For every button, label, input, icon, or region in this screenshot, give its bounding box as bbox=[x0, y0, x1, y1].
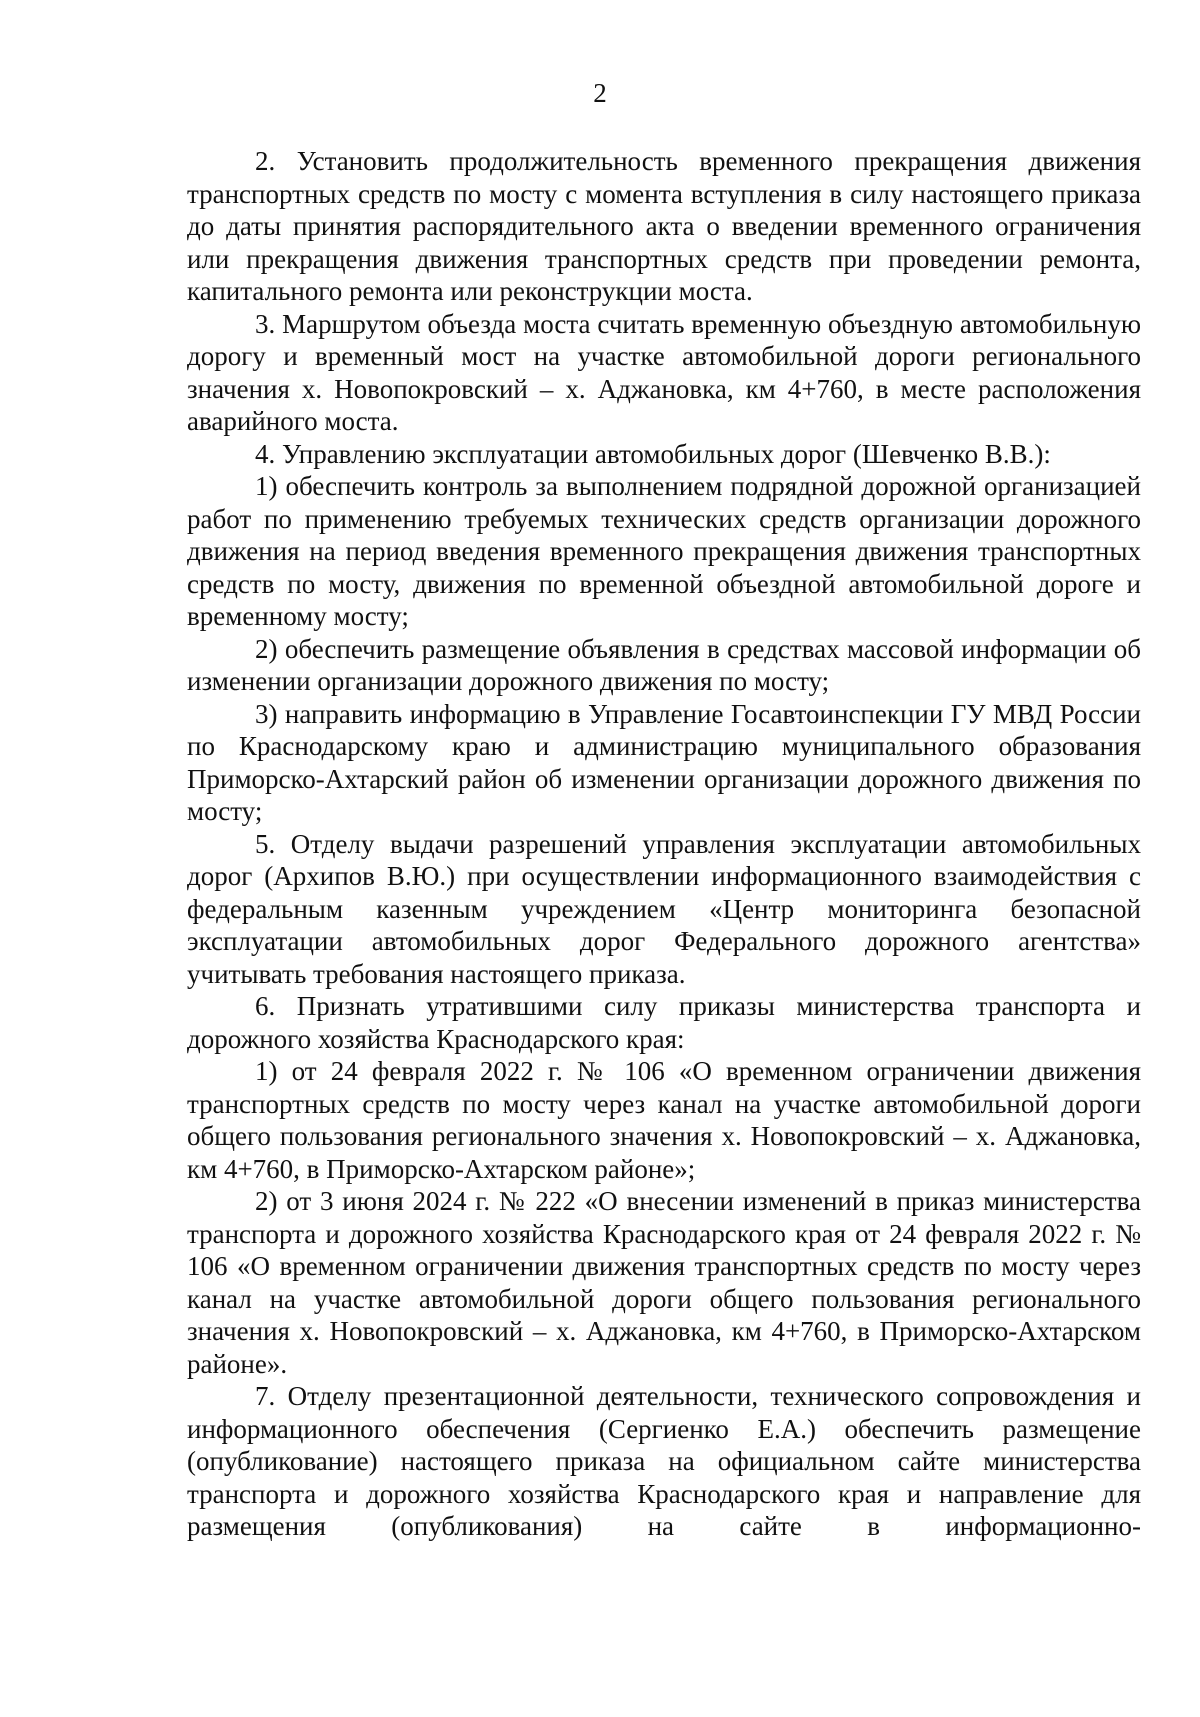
document-body bbox=[187, 145, 1141, 1543]
paragraph-5-permits-department: 5. Отделу выдачи разрешений управления эксплуатации автомобильных дорог (Архипов В.Ю.) при осуществлении информационного взаимодействия с федеральным казенным учреждением «Центр мониторинга безопасной эксплуатации автомобильных дорог Федерального дорожного агентства» учитывать требования настоящего приказа. bbox=[187, 828, 1141, 989]
page-number: 2 bbox=[593, 78, 607, 108]
paragraph-4-item-3: 3) направить информацию в Управление Госавтоинспекции ГУ МВД России по Краснодарскому краю и администрацию муниципального образования Приморско-Ахтарский район об изменении организации дорожного движения по мосту; bbox=[187, 698, 1141, 826]
paragraph-3-detour-route: 3. Маршрутом объезда моста считать временную объездную автомобильную дорогу и временный мост на участке автомобильной дороги регионального значения х. Новопокровский – х. Аджановка, км 4+760, в месте расположения аварийного моста. bbox=[187, 308, 1141, 436]
paragraph-2-duration: 2. Установить продолжительность временного прекращения движения транспортных средств по мосту с момента вступления в силу настоящего приказа до даты принятия распорядительного акта о введении временного ограничения или прекращения движения транспортных средств при проведении ремонта, капитального ремонта или реконструкции моста. bbox=[187, 146, 1141, 306]
paragraph-4-item-1: 1) обеспечить контроль за выполнением подрядной дорожной организацией работ по применению требуемых технических средств организации дорожного движения на период введения временного прекращения движения транспортных средств по мосту, движения по временной объездной автомобильной дороге и временному мосту; bbox=[187, 471, 1141, 631]
paragraph-4-road-management: 4. Управлению эксплуатации автомобильных дорог (Шевченко В.В.): bbox=[255, 438, 1051, 469]
paragraph-7-publication: 7. Отделу презентационной деятельности, технического сопровождения и информационного обеспечения (Сергиенко Е.А.) обеспечить размещение (опубликование) настоящего приказа на официальном сайте министерства транспорта и дорожного хозяйства Краснодарского края и направление для размещения (опубликования) на сайте в информационно- bbox=[187, 1381, 1141, 1541]
paragraph-4-item-2: 2) обеспечить размещение объявления в средствах массовой информации об изменении организации дорожного движения по мосту; bbox=[187, 633, 1141, 696]
paragraph-6-item-1: 1) от 24 февраля 2022 г. № 106 «О временном ограничении движения транспортных средств по мосту через канал на участке автомобильной дороги общего пользования регионального значения х. Новопокровский – х. Аджановка, км 4+760, в Приморско-Ахтарском районе»; bbox=[187, 1056, 1141, 1184]
paragraph-6-item-2: 2) от 3 июня 2024 г. № 222 «О внесении изменений в приказ министерства транспорта и дорожного хозяйства Краснодарского края от 24 февраля 2022 г. № 106 «О временном ограничении движения транспортных средств по мосту через канал на участке автомобильной дороги общего пользования регионального значения х. Новопокровский – х. Аджановка, км 4+760, в Приморско-Ахтарском районе». bbox=[187, 1186, 1141, 1379]
paragraph-6-repeal-orders: 6. Признать утратившими силу приказы министерства транспорта и дорожного хозяйства Краснодарского края: bbox=[187, 991, 1141, 1054]
